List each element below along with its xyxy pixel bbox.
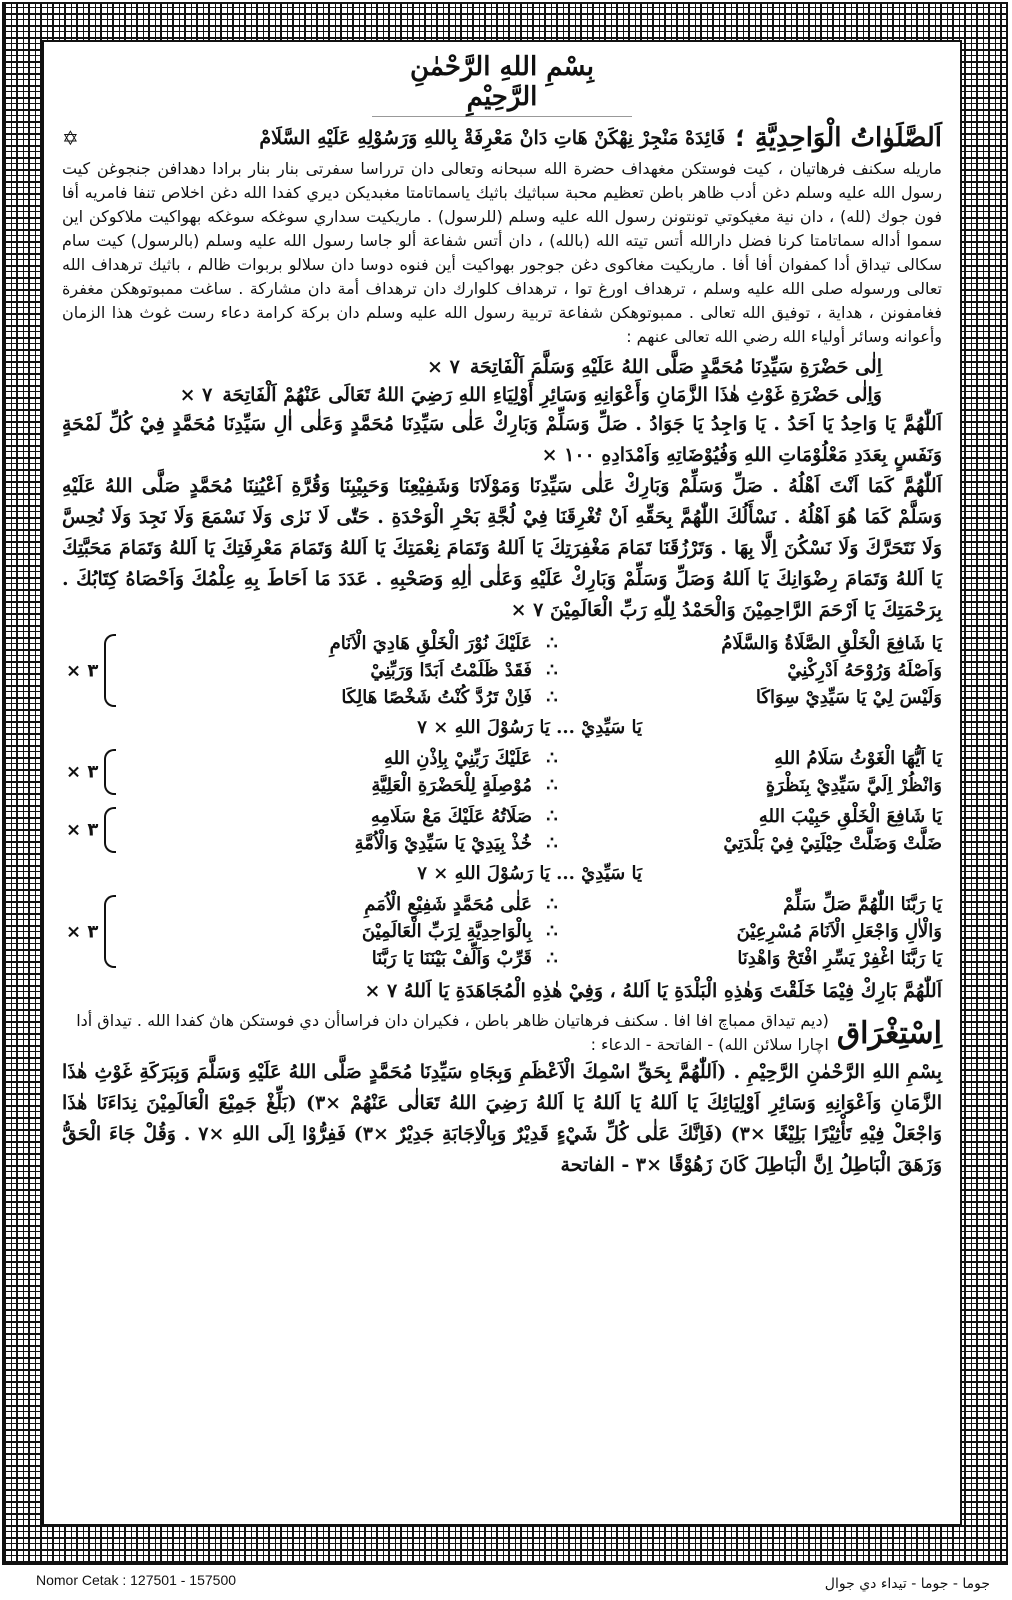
closing-prayer-line: اَللّٰهُمَّ بَارِكْ فِيْمَا خَلَقْتَ وَهٰذِهِ الْبَلْدَةِ يَا اَللهُ ، وَفِيْ هٰذِهِ الْمُجَاهَدَةِ يَا اَللهُ ٧ ×	[364, 980, 942, 1002]
poem-line: يَا شَافِعَ الْخَلْقِ الصَّلَاةُ وَالسَّلَامُ ∴ عَلَيْكَ نُوْرَ الْخَلْقِ هَادِيَ الْاَنَامِ	[329, 633, 942, 654]
poem-line: وَاَصْلَهُ وَرُوْحَهُ اَدْرِكْنِيْ ∴ فَقَدْ ظَلَمْتُ اَبَدًا وَرَبِّنِيْ	[370, 660, 942, 681]
heading-row	[62, 123, 942, 153]
repetition-count: ١٠٠ ×	[541, 444, 595, 466]
repetition-count: ٧ ×	[427, 356, 460, 378]
poem-stanza	[62, 630, 942, 711]
repetition-count: × ٣	[66, 761, 99, 783]
repetition-count: × ٣	[66, 819, 99, 841]
poem-line: يَا اَيُّهَا الْغَوْثُ سَلَامُ اللهِ ∴ عَلَيْكَ رَبِّنِيْ بِاِذْنِ اللهِ	[383, 748, 942, 769]
poem-stanza	[62, 745, 942, 799]
star-icon: ✡	[62, 126, 79, 150]
document-subtitle: فَائِدَهْ مَنْجِرْ نِهْكَنْ هَاتِ دَانْ مَعْرِفَةْ بِاللهِ وَرَسُوْلِهِ عَلَيْهِ السَّلَامْ	[259, 127, 726, 149]
document-body	[62, 46, 942, 1516]
bracket-mark	[104, 634, 116, 707]
final-prayer: بِسْمِ اللهِ الرَّحْمٰنِ الرَّحِيْمِ . (اَللّٰهُمَّ بِحَقِّ اسْمِكَ الْاَعْظَمِ وَبِجَاهِ سَيِّدِنَا مُحَمَّدٍ صَلَّى اللهُ عَلَيْهِ وَسَلَّمَ وَبِبَرَكَةِ غَوْثِ هٰذَا الزَّمَانِ وَاَعْوَانِهِ وَسَائِرِ اَوْلِيَائِكَ يَا اَللهُ يَا اَللهُ يَا اَللهُ رَضِيَ اللهُ تَعَالٰى عَنْهُمْ ×٣) (بَلِّغْ جَمِيْعَ الْعَالَمِيْنَ نِدَاءَنَا هٰذَا وَاجْعَلْ فِيْهِ تَأْثِيْرًا بَلِيْغًا ×٣) (فَاِنَّكَ عَلٰى كُلِّ شَيْءٍ قَدِيْرٌ وَبِالْاِجَابَةِ جَدِيْرٌ ×٣) فَفِرُّوْا اِلَى اللهِ ×٧ . وَقُلْ جَاءَ الْحَقُّ وَزَهَقَ الْبَاطِلُ اِنَّ الْبَاطِلَ كَانَ زَهُوْقًا ×٣ - الفاتحة	[62, 1061, 943, 1176]
poem-line: وَالْاٰلِ وَاجْعَلِ الْاَنَامَ مُسْرِعِيْنَ ∴ بِالْوَاحِدِيَّةِ لِرَبِّ الْعَالَمِيْنَ	[361, 921, 942, 942]
istighraq-section	[62, 1009, 942, 1057]
poem-line: ضَلَّتْ وَضَلَّتْ حِيْلَتِيْ فِيْ بَلْدَتِيْ ∴ خُذْ بِيَدِيْ يَا سَيِّدِيْ وَالْاُمَّةِ	[354, 833, 942, 854]
repetition-count: × ٣	[66, 660, 99, 681]
poem-line: وَانْظُرْ اِلَيَّ سَيِّدِيْ بِنَظْرَةٍ ∴ مُوْصِلَةٍ لِلْحَضْرَةِ الْعَلِيَّةِ	[371, 775, 942, 796]
repetition-count: ٧ ×	[510, 599, 544, 621]
intro-paragraph: ماريله سكنف فرهاتيان ، كيت فوستكن مغهداف حضرة الله سبحانه وتعالى دان ترراسا سفرتى بنار بنار برادا دهدافن جنجوغن كيت رسول الله عليه وسلم دغن أدب ظاهر باطن تعظيم محبة سباثيك باثيك ياسماتامتا مغبديكن ديري كفدا الله دغن اخلاص تنفا فامريه أفا فون جوك (لله) ، دان نية مغيكوتي تونتونن رسول الله عليه وسلم (للرسول) . ماريكيت سداري سوغكه سوغكه بهواكيت ملاكوكن اين سموا أداله سماتامتا كرنا فضل دارالله أتس تيته الله (بالله) ، دان أتس شفاعة ألو جاسا رسول الله عليه وسلم (بالرسول) كيت سام سكالى تيداق أدا كمفوان أفا أفا . ماريكيت مغاكوى دغن جوجور بهواكيت أين فنوه دوسا دان سلالو بربوات ظالم ، باثيك ترهداف الله تعالى ورسوله صلى الله عليه وسلم ، ترهداف اورغ توا ، ترهداف كلوارك دان ترهداف أمة دان مشاركة . ساغت ممبوتوهكن مغفرة فغامفونن ، هداية ، توفيق الله تعالى . ممبوتوهكن شفاعة تربية رسول الله عليه وسلم دان بركة كرامة دعاء رست غوث هذا الزمان وأعوانه وسائر أولياء الله رضي الله تعالى عنهم :	[62, 159, 942, 346]
repetition-count: ٧ ×	[179, 384, 213, 406]
bracket-mark	[104, 895, 116, 968]
poem-stanza	[62, 891, 942, 972]
dedication-block	[62, 353, 942, 409]
footer-note: جوما - جوما - تيداء دي جوال	[824, 1576, 990, 1592]
print-number: Nomor Cetak : 127501 - 157500	[36, 1572, 237, 1588]
poem-refrain: يَا سَيِّدِيْ ... يَا رَسُوْلَ اللهِ × ٧	[417, 863, 642, 884]
poem-line: يَا رَبَّنَا اللّٰهُمَّ صَلِّ سَلِّمْ ∴ عَلٰى مُحَمَّدٍ شَفِيْعِ الْاُمَمِ	[364, 894, 942, 915]
poem-stanza	[62, 803, 942, 857]
title-separator: ؛	[735, 124, 745, 152]
poem-line: يَا رَبَّنَا اغْفِرْ يَسِّرِ افْتَحْ وَاهْدِنَا ∴ قَرِّبْ وَاَلِّفْ بَيْنَنَا يَا رَبَّنَا	[371, 948, 942, 969]
bracket-mark	[104, 807, 116, 853]
salawat-paragraph: اَللّٰهُمَّ يَا وَاحِدُ يَا اَحَدُ . يَا وَاجِدُ يَا جَوَادُ . صَلِّ وَسَلِّمْ وَبَارِكْ عَلٰى سَيِّدِنَا مُحَمَّدٍ وَعَلٰى اٰلِ سَيِّدِنَا مُحَمَّدٍ فِيْ كُلِّ لَمْحَةٍ وَنَفَسٍ بِعَدَدِ مَعْلُوْمَاتِ اللهِ وَفُيُوْضَاتِهِ وَاَمْدَادِهِ ١٠٠ ×	[62, 413, 942, 466]
basmala: بِسْمِ اللهِ الرَّحْمٰنِ الرَّحِيْمِ	[372, 52, 632, 117]
dedication-line: وَاِلٰى حَضْرَةِ غَوْثِ هٰذَا الزَّمَانِ وَأَعْوَانِهِ وَسَائِرِ أَوْلِيَاءِ اللهِ رَضِيَ اللهُ تَعَالَى عَنْهُمْ اَلْفَاتِحَة ٧ ×	[62, 381, 942, 409]
salawat-paragraph: اَللّٰهُمَّ كَمَا اَنْتَ اَهْلُهُ . صَلِّ وَسَلِّمْ وَبَارِكْ عَلٰى سَيِّدِنَا وَمَوْلَانَا وَشَفِيْعِنَا وَحَبِيْبِنَا وَقُرَّةِ اَعْيُنِنَا مُحَمَّدٍ صَلَّى اللهُ عَلَيْهِ وَسَلَّمْ كَمَا هُوَ اَهْلُهُ . نَسْأَلُكَ اللّٰهُمَّ بِحَقِّهِ اَنْ تُغْرِقَنَا فِيْ لُجَّةِ بَحْرِ الْوَحْدَةِ . حَتّٰى لَا نَرٰى وَلَا نَسْمَعَ وَلَا نَجِدَ وَلَا نُحِسَّ وَلَا نَتَحَرَّكَ وَلَا نَسْكُنَ اِلَّا بِهَا . وَتَرْزُقَنَا تَمَامَ مَغْفِرَتِكَ يَا اَللهُ وَتَمَامَ نِعْمَتِكَ يَا اَللهُ وَتَمَامَ مَعْرِفَتِكَ يَا اَللهُ وَتَمَامَ مَحَبَّتِكَ يَا اَللهُ وَتَمَامَ رِضْوَانِكَ يَا اَللهُ وَصَلِّ وَسَلِّمْ وَبَارِكْ عَلَيْهِ وَعَلٰى اٰلِهِ وَصَحْبِهِ . عَدَدَ مَا اَحَاطَ بِهِ عِلْمُكَ وَاَحْصَاهُ كِتَابُكَ . بِرَحْمَتِكَ يَا اَرْحَمَ الرَّاحِمِيْنَ وَالْحَمْدُ لِلّٰهِ رَبِّ الْعَالَمِيْنَ ٧ ×	[62, 475, 943, 621]
istighraq-heading: اِسْتِغْرَاق	[836, 1015, 942, 1051]
poem-line: وَلَيْسَ لِيْ يَا سَيِّدِيْ سِوَاكَا ∴ فَاِنْ تَرُدَّ كُنْتُ شَخْصًا هَالِكَا	[341, 687, 942, 708]
bracket-mark	[104, 749, 116, 795]
repetition-count: ٧ ×	[364, 980, 398, 1002]
poem-line: يَا شَافِعَ الْخَلْقِ حَبِيْبَ اللهِ ∴ صَلَاتُهُ عَلَيْكَ مَعْ سَلَامِهِ	[370, 806, 942, 827]
poem-refrain: يَا سَيِّدِيْ ... يَا رَسُوْلَ اللهِ × ٧	[417, 717, 642, 738]
istighraq-instruction: (ديم تيداق ممباچ افا افا . سكنف فرهاتيان ظاهر باطن ، فكيران دان فراساأن دي فوستكن هاڽ كفدا الله . تيداق أدا اچارا سلائن الله) - الفاتحة - الدعاء :	[76, 1011, 829, 1054]
dedication-line: اِلٰى حَضْرَةِ سَيِّدِنَا مُحَمَّدٍ صَلَّى اللهُ عَلَيْهِ وَسَلَّمَ اَلْفَاتِحَة ٧ ×	[62, 353, 942, 381]
repetition-count: × ٣	[66, 921, 99, 942]
document-title: اَلصَّلَوٰاتُ الْوَاحِدِيَّةِ	[754, 123, 942, 153]
